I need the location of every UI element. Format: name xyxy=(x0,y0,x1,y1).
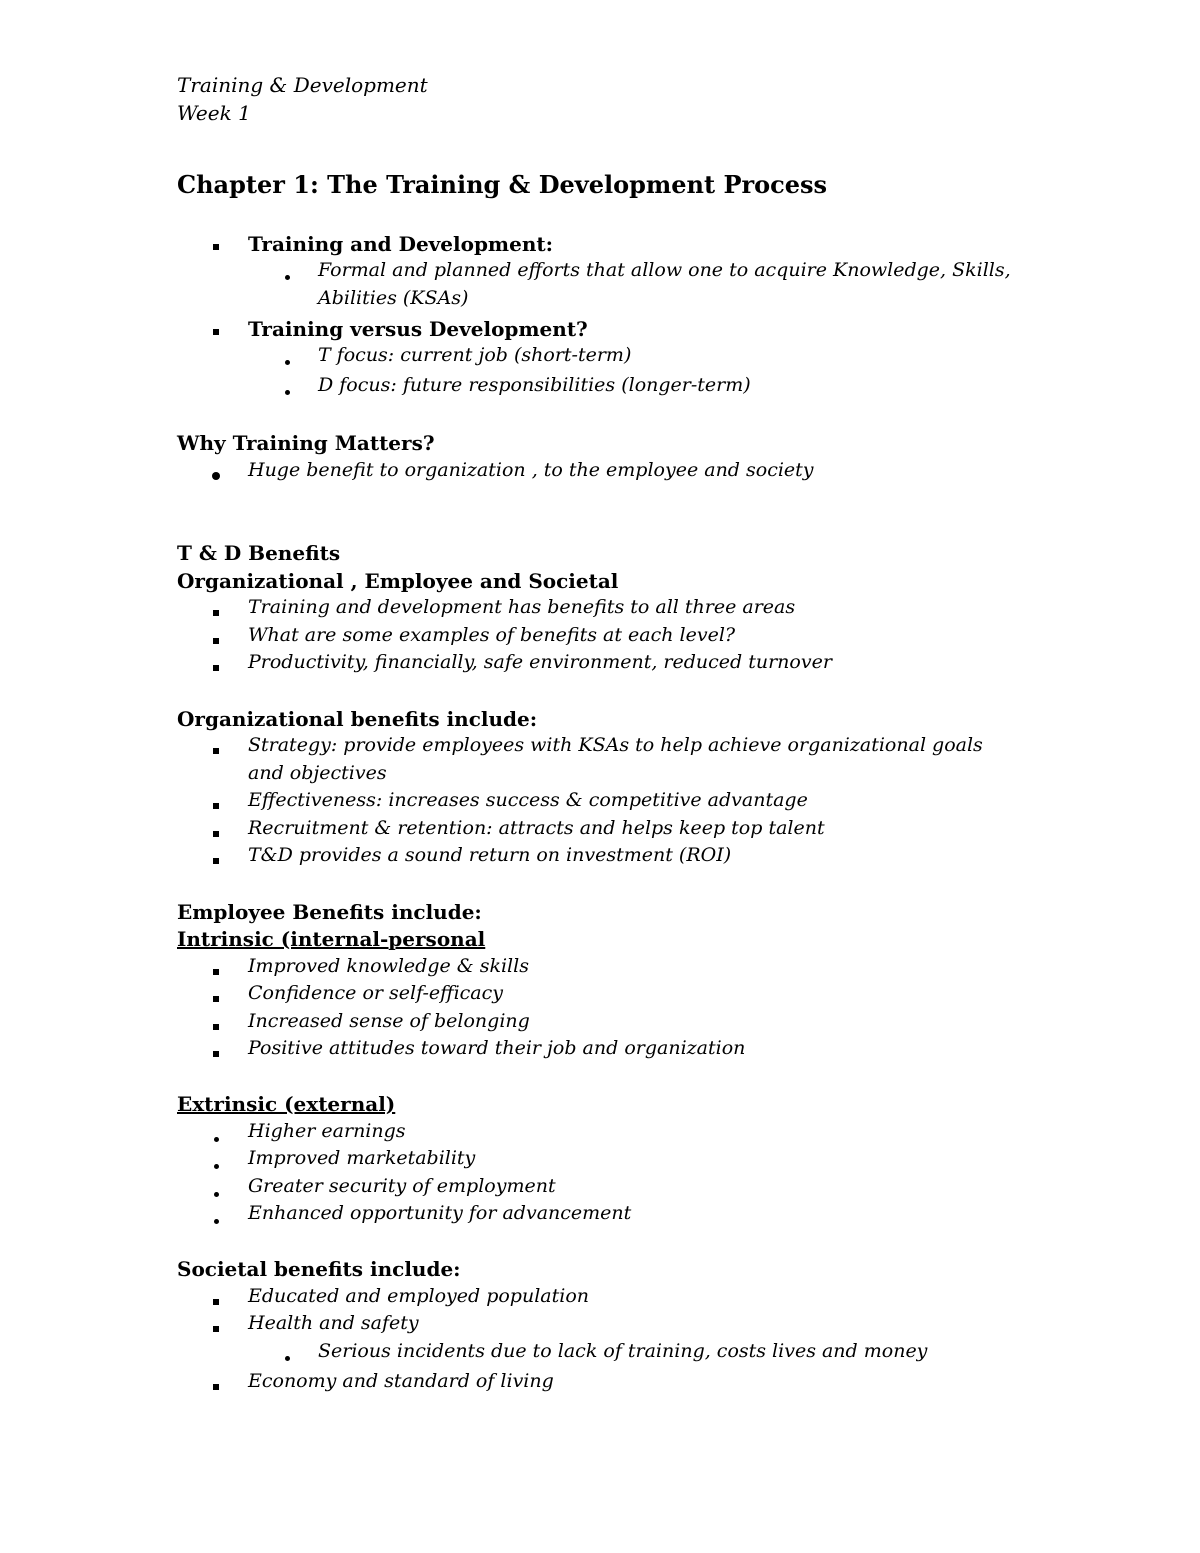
section-heading-employee: Employee Benefits include: xyxy=(177,900,482,924)
dot-bullet-icon xyxy=(285,382,290,398)
square-bullet-icon xyxy=(213,658,219,674)
section-heading-organizational: Organizational benefits include: xyxy=(177,707,538,731)
list-subitem: Formal and planned efforts that allow one to acquire Knowledge, Skills, xyxy=(318,259,1011,281)
list-item-continued: and objectives xyxy=(248,762,387,784)
list-item: Greater security of employment xyxy=(248,1175,556,1197)
list-item: Educated and employed population xyxy=(248,1285,589,1307)
list-item-training-vs-development: Training versus Development? xyxy=(248,317,588,341)
dot-bullet-icon xyxy=(285,267,290,283)
list-item: Improved knowledge & skills xyxy=(248,955,529,977)
square-bullet-icon xyxy=(213,741,219,757)
square-bullet-icon xyxy=(213,1292,219,1308)
square-bullet-icon xyxy=(213,603,219,619)
list-item: Strategy: provide employees with KSAs to help achieve organizational goals xyxy=(248,734,983,756)
square-bullet-icon xyxy=(213,1319,219,1335)
section-subheading-areas: Organizational , Employee and Societal xyxy=(177,569,619,593)
list-subitem: T focus: current job (short-term) xyxy=(318,344,632,366)
list-item: What are some examples of benefits at each level? xyxy=(248,624,736,646)
list-item: Health and safety xyxy=(248,1312,419,1334)
section-heading-why: Why Training Matters? xyxy=(177,431,435,455)
list-item: Effectiveness: increases success & competitive advantage xyxy=(248,789,808,811)
square-bullet-icon xyxy=(213,1377,219,1393)
list-item: Enhanced opportunity for advancement xyxy=(248,1202,632,1224)
chapter-title: Chapter 1: The Training & Development Process xyxy=(177,170,828,199)
list-item: Increased sense of belonging xyxy=(248,1010,530,1032)
square-bullet-icon xyxy=(213,322,219,338)
dot-bullet-icon xyxy=(214,1184,219,1200)
list-item: Productivity, financially, safe environment, reduced turnover xyxy=(248,651,832,673)
list-item: T&D provides a sound return on investment (ROI) xyxy=(248,844,732,866)
list-item: Huge benefit to organization , to the employee and society xyxy=(248,459,814,481)
round-bullet-icon xyxy=(212,467,220,483)
square-bullet-icon xyxy=(213,851,219,867)
list-subitem: D focus: future responsibilities (longer-term) xyxy=(318,374,751,396)
list-item: Improved marketability xyxy=(248,1147,476,1169)
list-subitem: Serious incidents due to lack of training, costs lives and money xyxy=(318,1340,928,1362)
course-name: Training & Development xyxy=(177,73,428,97)
section-heading-societal: Societal benefits include: xyxy=(177,1257,461,1281)
square-bullet-icon xyxy=(213,989,219,1005)
square-bullet-icon xyxy=(213,631,219,647)
list-item: Training and development has benefits to all three areas xyxy=(248,596,796,618)
list-item: Positive attitudes toward their job and organization xyxy=(248,1037,746,1059)
list-item: Economy and standard of living xyxy=(248,1370,554,1392)
dot-bullet-icon xyxy=(285,1348,290,1364)
dot-bullet-icon xyxy=(214,1211,219,1227)
list-subitem-continued: Abilities (KSAs) xyxy=(318,287,469,309)
square-bullet-icon xyxy=(213,1017,219,1033)
dot-bullet-icon xyxy=(214,1156,219,1172)
list-item: Recruitment & retention: attracts and helps keep top talent xyxy=(248,817,825,839)
week-label: Week 1 xyxy=(177,101,251,125)
square-bullet-icon xyxy=(213,796,219,812)
list-item-training-development: Training and Development: xyxy=(248,232,553,256)
list-item: Confidence or self-efficacy xyxy=(248,982,503,1004)
square-bullet-icon xyxy=(213,237,219,253)
square-bullet-icon xyxy=(213,824,219,840)
square-bullet-icon xyxy=(213,962,219,978)
subheading-intrinsic: Intrinsic (internal-personal xyxy=(177,927,486,951)
list-item: Higher earnings xyxy=(248,1120,406,1142)
dot-bullet-icon xyxy=(285,352,290,368)
subheading-extrinsic: Extrinsic (external) xyxy=(177,1092,396,1116)
square-bullet-icon xyxy=(213,1044,219,1060)
section-heading-td-benefits: T & D Benefits xyxy=(177,541,341,565)
dot-bullet-icon xyxy=(214,1129,219,1145)
